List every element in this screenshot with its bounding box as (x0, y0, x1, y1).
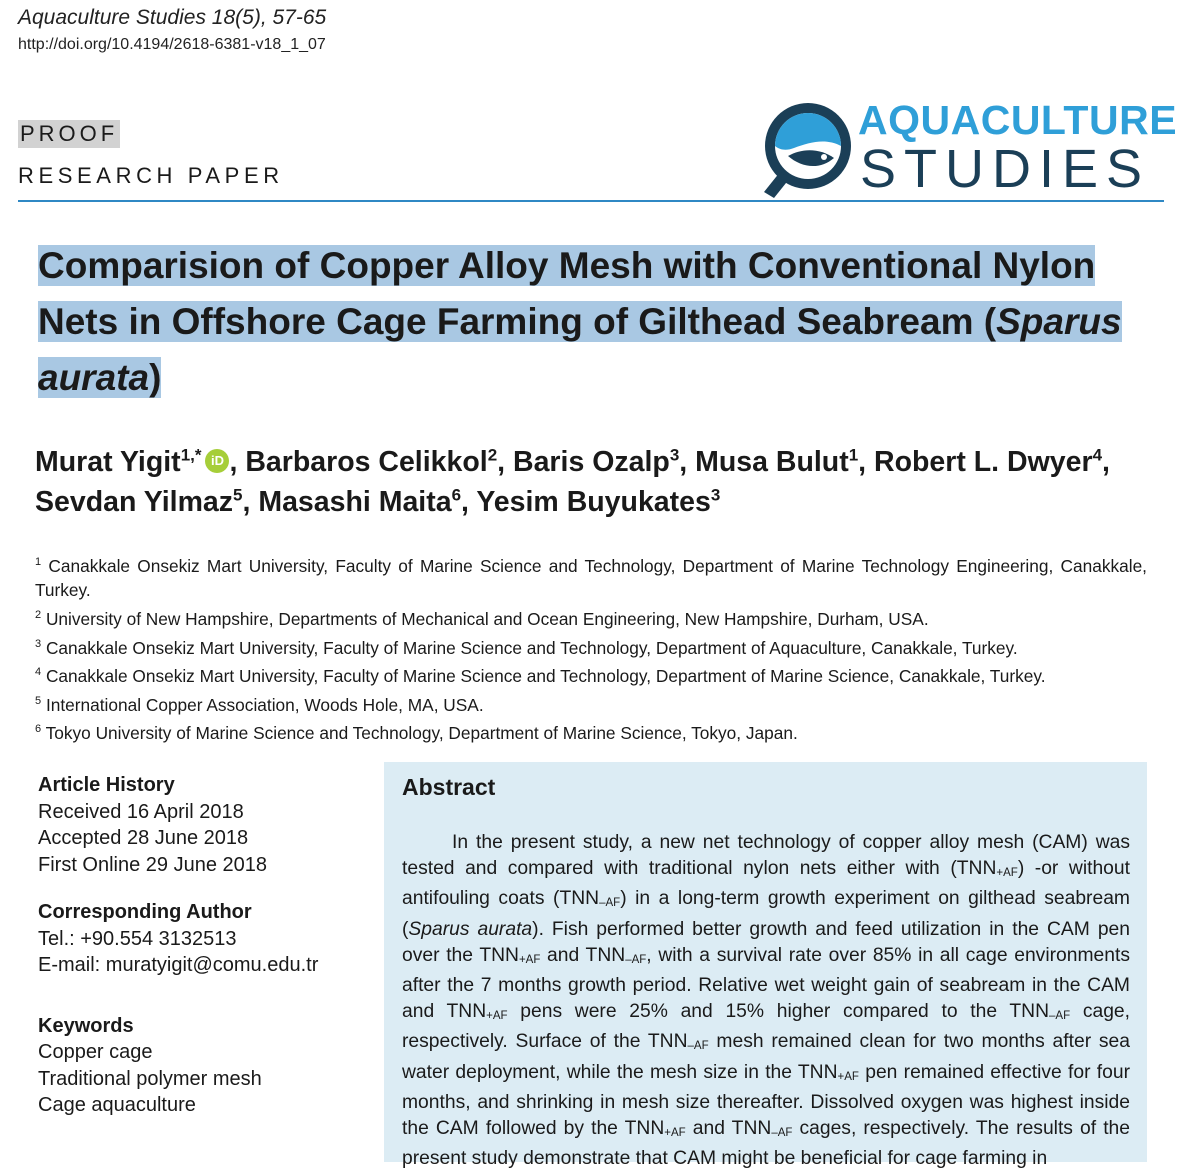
paper-title (38, 238, 1158, 406)
abstract-text-run: pen remained effective for four months, and shrinking in mesh size thereafter. Dissolved oxygen was highest inside the CAM followed by the TNN (402, 1061, 1131, 1140)
affiliation-item: $^6$ Tokyo University of Marine Science and Technology, Department of Marine Science, Tokyo, Japan. (35, 722, 798, 743)
author-affil-sup: 4 (1092, 445, 1103, 465)
title-part-2: Nets in Offshore Cage Farming of Gilthead Seabream ( (38, 301, 997, 342)
keyword-item: Copper cage (38, 1041, 153, 1063)
title-part-1: Comparision of Copper Alloy Mesh with Conventional Nylon (38, 245, 1096, 286)
journal-logo (760, 98, 1180, 200)
author-affil-sup: 2 (487, 445, 498, 465)
author-name: Murat Yigit (35, 446, 181, 478)
abstract-text (402, 830, 1130, 1172)
keyword-item: Traditional polymer mesh (38, 1067, 262, 1090)
abstract-subscript: –AF (625, 953, 647, 966)
author-name: Masashi Maita (258, 486, 452, 518)
affiliation-item: $^4$ Canakkale Onsekiz Mart University, Faculty of Marine Science and Technology, Department of Marine Science, Canakkale, Turkey. (35, 665, 1046, 686)
corresponding-tel: Tel.: +90.554 3132513 (38, 927, 237, 950)
affiliation-item: $^5$ International Copper Association, Woods Hole, MA, USA. (35, 694, 484, 715)
corresponding-author-heading: Corresponding Author (38, 901, 252, 923)
abstract-text-run: pens were 25% and 15% higher compared to the TNN (507, 1001, 1050, 1023)
journal-citation: Aquaculture Studies 18(5), 57-65 (18, 6, 327, 29)
abstract-text-run: ). Fish performed better growth and feed utilization in the CAM pen over the TNN (402, 918, 1130, 966)
received-date: Received 16 April 2018 (38, 800, 244, 823)
abstract-text-run: and TNN (685, 1118, 772, 1140)
article-history-heading: Article History (38, 774, 175, 796)
corresponding-email[interactable]: E-mail: muratyigit@comu.edu.tr (38, 954, 319, 976)
abstract-box (384, 762, 1147, 1170)
abstract-text-run: mesh remained clean for two months after sea water deployment, while the mesh size in the TNN (402, 1031, 1130, 1083)
author-affil-sup: 3 (669, 445, 680, 465)
magnifier-fish-icon (760, 98, 856, 200)
author-list: Murat Yigit$^{1,*}$ iD , Barbaros Celikkol$^2$, Baris Ozalp$^3$, Musa Bulut$^1$, Robert L. Dwyer$^4$, Sevdan Yilmaz$^5$, Masashi Maita$^6$, Yesim Buyukates$^3$ (35, 445, 1110, 518)
abstract-species-name: Sparus aurata (408, 918, 533, 940)
abstract-subscript: +AF (837, 1070, 859, 1083)
author-name: Barbaros Celikkol (245, 446, 488, 478)
abstract-text-run: , with a survival rate over 85% in all cage environments after the 7 months growth period. Relative wet weight gain of seabream in the CAM and TNN (402, 944, 1130, 1023)
abstract-subscript: –AF (1049, 1010, 1071, 1023)
author-affil-sup: 5 (233, 485, 243, 505)
affiliation-item: $^2$ University of New Hampshire, Departments of Mechanical and Ocean Engineering, New Hampshire, Durham, USA. (35, 608, 929, 629)
abstract-subscript: +AF (486, 1010, 508, 1023)
abstract-subscript: –AF (771, 1127, 793, 1140)
abstract-text-run: cages, respectively. The results of the present study demonstrate that CAM might be beneficial for cage farming in (402, 1118, 1130, 1170)
affiliation-item: $^1$ Canakkale Onsekiz Mart University, Faculty of Marine Science and Technology, Department of Marine Technology Engineering, Canakkale, Turkey. (35, 555, 1147, 601)
proof-label: PROOF (20, 121, 119, 146)
abstract-subscript: –AF (687, 1040, 709, 1053)
abstract-text-run: cage, respectively. Surface of the TNN (402, 1001, 1130, 1053)
abstract-text-run: In the present study, a new net technology of copper alloy mesh (CAM) was tested and compared with traditional nylon nets either with (TNN (402, 832, 1130, 880)
abstract-text-run: and TNN (540, 944, 626, 966)
abstract-subscript: –AF (599, 897, 621, 910)
abstract-text-run: ) in a long-term growth experiment on gilthead seabream ( (402, 888, 1130, 940)
orcid-icon[interactable]: iD (205, 449, 229, 473)
article-info-sidebar (38, 772, 368, 1119)
online-date: First Online 29 June 2018 (38, 853, 268, 876)
abstract-subscript: +AF (664, 1127, 686, 1140)
author-affil-sup: 1 (848, 445, 859, 465)
author-affil-sup: 6 (451, 485, 462, 505)
author-name: Robert L. Dwyer (874, 446, 1093, 478)
keywords-heading: Keywords (38, 1014, 134, 1037)
author-affil-sup: 1,* (180, 445, 202, 465)
author-affil-sup: 3 (710, 485, 721, 505)
header-divider (18, 200, 1164, 202)
title-species-epithet: aurata (38, 357, 150, 398)
author-name: Musa Bulut (695, 446, 849, 478)
abstract-text-run: ) -or without antifouling coats (TNN (402, 858, 1130, 910)
paper-type-label: RESEARCH PAPER (18, 163, 284, 188)
doi-link[interactable]: http://doi.org/10.4194/2618-6381-v18_1_07 (18, 36, 326, 53)
author-name: Sevdan Yilmaz (35, 486, 234, 518)
keyword-item: Cage aquaculture (38, 1094, 196, 1116)
affiliation-list (35, 550, 1147, 746)
abstract-subscript: +AF (518, 953, 541, 966)
logo-text-bottom: STUDIES (860, 139, 1151, 199)
author-name: Yesim Buyukates (476, 486, 711, 518)
title-close-paren: ) (149, 357, 162, 398)
logo-text-top: AQUACULTURE (858, 97, 1178, 143)
author-name: Baris Ozalp (513, 446, 670, 478)
title-species-genus: Sparus (996, 301, 1122, 342)
accepted-date: Accepted 28 June 2018 (38, 827, 249, 849)
affiliation-item: $^3$ Canakkale Onsekiz Mart University, Faculty of Marine Science and Technology, Department of Aquaculture, Canakkale, Turkey. (35, 637, 1018, 658)
abstract-heading: Abstract (402, 774, 496, 800)
abstract-subscript: +AF (996, 867, 1018, 880)
